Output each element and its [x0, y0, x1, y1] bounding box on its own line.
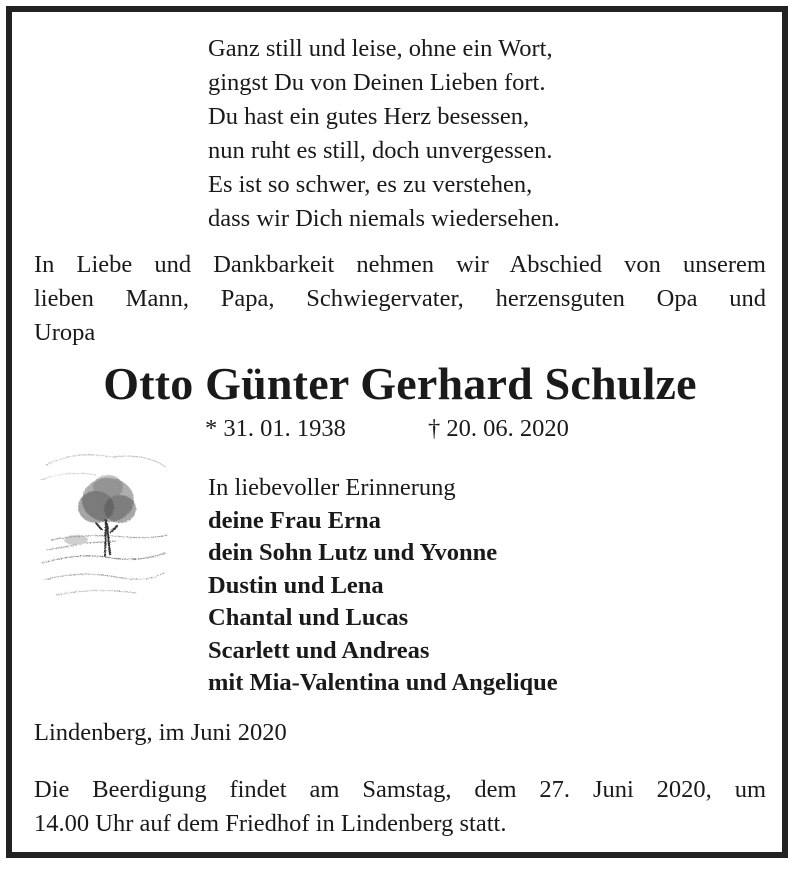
poem-line: nun ruht es still, doch unvergessen.	[208, 137, 553, 164]
family-member: deine Frau Erna	[208, 506, 381, 534]
intro-text	[34, 248, 766, 350]
poem-line: Du hast ein gutes Herz besessen,	[208, 103, 530, 130]
poem-line: gingst Du von Deinen Lieben fort.	[208, 69, 546, 96]
family-member: Scarlett und Andreas	[208, 636, 430, 664]
family-member: dein Sohn Lutz und Yvonne	[208, 539, 498, 566]
poem-line: Ganz still und leise, ohne ein Wort,	[208, 35, 553, 62]
family-member: mit Mia-Valentina und Angelique	[208, 669, 558, 696]
intro-line: In Liebe und Dankbarkeit nehmen wir Abschied von unserem	[34, 251, 766, 278]
family-list	[208, 472, 558, 700]
funeral-line: 14.00 Uhr auf dem Friedhof in Lindenberg statt.	[34, 810, 507, 837]
funeral-line: Die Beerdigung findet am Samstag, dem 27. Juni 2020, um	[34, 776, 766, 803]
funeral-notice	[34, 773, 766, 841]
poem	[208, 32, 560, 236]
family-member: Dustin und Lena	[208, 571, 384, 599]
family-member: Chantal und Lucas	[208, 604, 409, 631]
intro-line: Uropa	[34, 319, 96, 346]
family-heading: In liebevoller Erinnerung	[208, 474, 456, 501]
tree-illustration	[36, 445, 174, 605]
death-date: † 20. 06. 2020	[428, 415, 569, 442]
poem-line: dass wir Dich niemals wiedersehen.	[208, 205, 560, 232]
poem-line: Es ist so schwer, es zu verstehen,	[208, 171, 533, 198]
deceased-name: Otto Günter Gerhard Schulze	[103, 358, 697, 409]
place-date: Lindenberg, im Juni 2020	[34, 719, 287, 746]
intro-line: lieben Mann, Papa, Schwiegervater, herzensguten Opa und	[34, 285, 766, 312]
birth-date: * 31. 01. 1938	[205, 415, 346, 442]
